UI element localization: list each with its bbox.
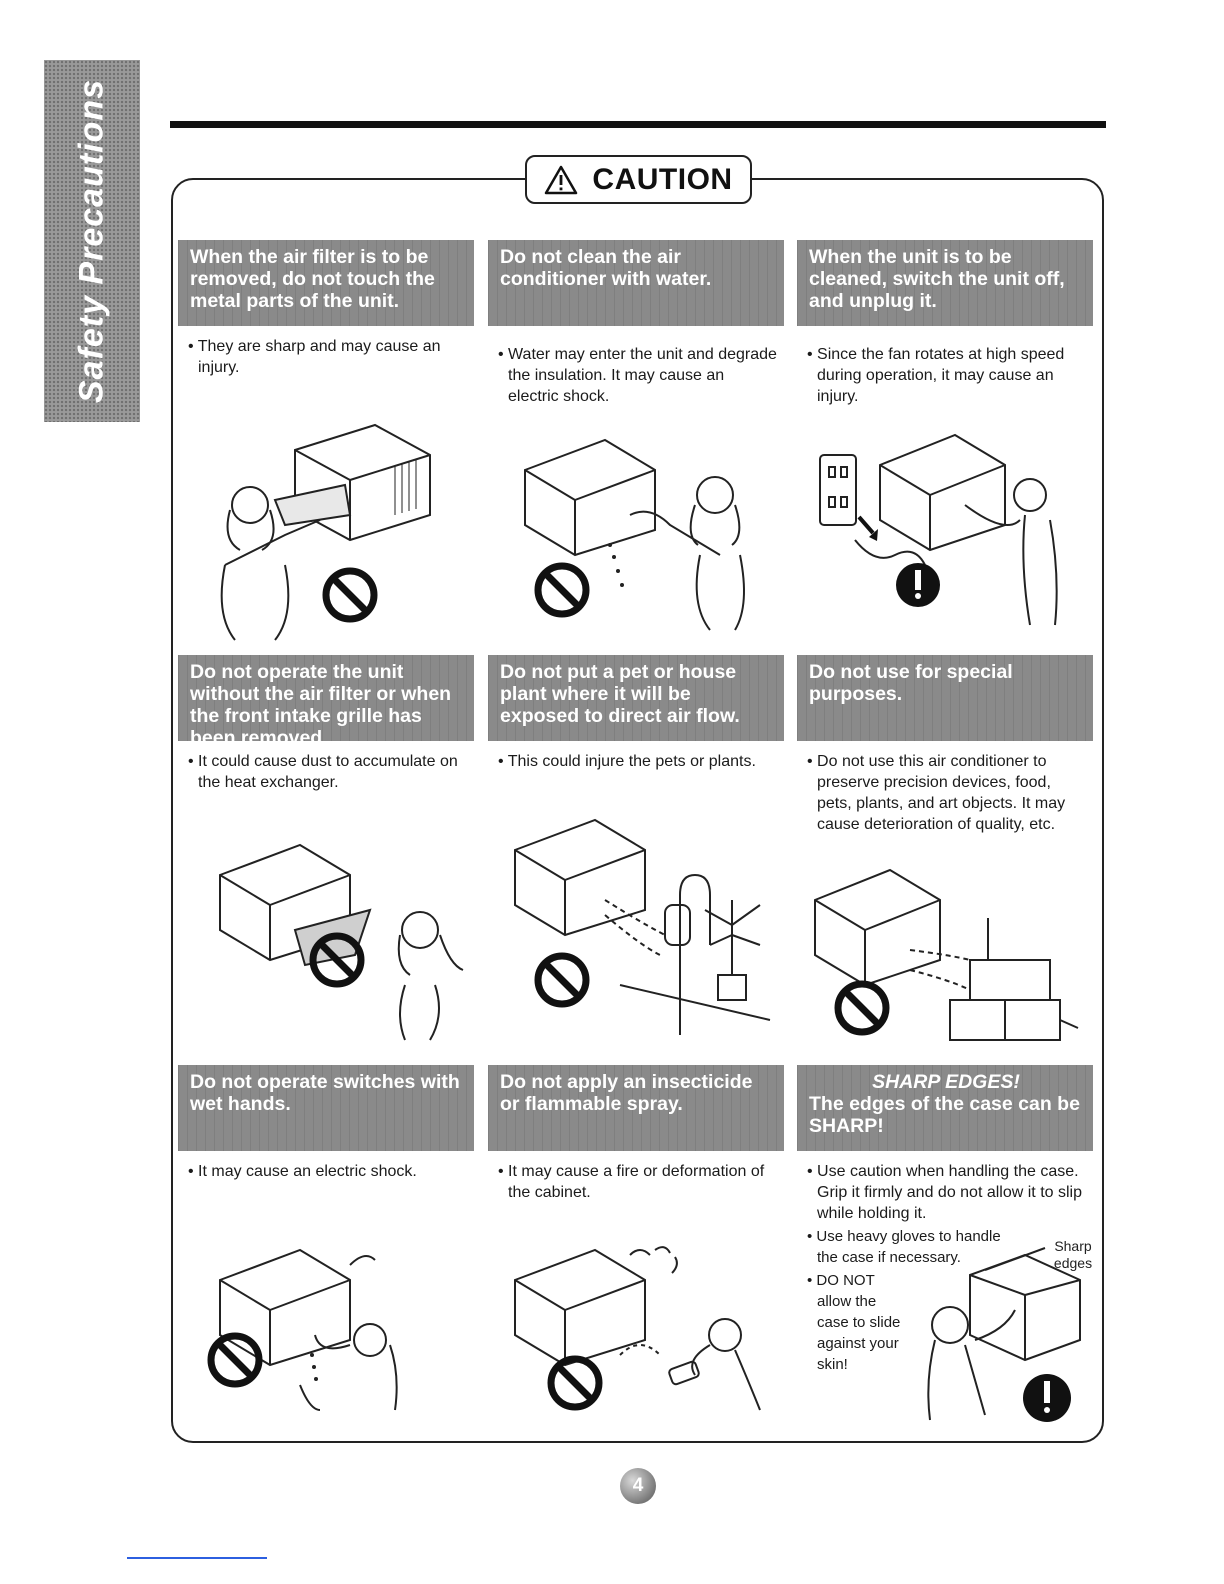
bullet: • It may cause an electric shock. (188, 1163, 417, 1180)
panel-no-filter (178, 655, 474, 795)
bullet: • DO NOT allow the case to slide against your skin! (807, 1272, 901, 1373)
special-purposes-illustration (810, 860, 1090, 1050)
panel-heading (797, 1065, 1093, 1151)
mandatory-icon (896, 563, 940, 607)
bullet: • It could cause dust to accumulate on the heat exchanger. (188, 753, 458, 791)
bullet: • This could injure the pets or plants. (498, 753, 756, 770)
pets-plants-illustration (510, 805, 780, 1045)
bullet: • They are sharp and may cause an injury. (188, 338, 441, 376)
panel-heading: Do not operate switches with wet hands. (178, 1065, 474, 1151)
bullet: • Use caution when handling the case. Grip it firmly and do not allow it to slip while holding it. (807, 1163, 1082, 1222)
bullet: • It may cause a fire or deformation of the cabinet. (498, 1163, 765, 1201)
bullet: • Since the fan rotates at high speed during operation, it may cause an injury. (807, 346, 1065, 405)
prohibited-icon (551, 1359, 599, 1407)
no-water-illustration (510, 425, 770, 645)
page-number: 4 (620, 1468, 656, 1504)
panel-no-water (488, 240, 784, 409)
bullet: • Water may enter the unit and degrade the insulation. It may cause an electric shock. (498, 346, 777, 405)
footer-link-underline[interactable] (127, 1557, 267, 1559)
panel-body (488, 326, 784, 407)
prohibited-icon (538, 956, 586, 1004)
panel-body (178, 1151, 474, 1182)
panel-heading: Do not use for special purposes. (797, 655, 1093, 741)
panel-unplug (797, 240, 1093, 409)
bullet: • Use heavy gloves to handle the case if necessary. (807, 1228, 1001, 1266)
panel-body (488, 741, 784, 772)
panel-heading: Do not apply an insecticide or flammable spray. (488, 1065, 784, 1151)
bullet: • Do not use this air conditioner to preserve precision devices, food, pets, plants, and art objects. It may cause deterioration of quality, etc. (807, 753, 1066, 833)
prohibited-icon (538, 566, 586, 614)
panel-heading: Do not put a pet or house plant where it will be exposed to direct air flow. (488, 655, 784, 741)
caution-header (525, 155, 752, 204)
no-filter-illustration (205, 835, 465, 1045)
panel-filter-removal (178, 240, 474, 380)
insecticide-illustration (510, 1235, 780, 1420)
panel-pets-plants (488, 655, 784, 774)
panel-heading: When the unit is to be cleaned, switch the unit off, and unplug it. (797, 240, 1093, 326)
prohibited-icon (326, 571, 374, 619)
side-tab-label: Safety Precautions (72, 78, 111, 404)
panel-special-purposes (797, 655, 1093, 837)
sharp-edges-subtitle: The edges of the case can be SHARP! (809, 1093, 1080, 1137)
top-rule (170, 121, 1106, 128)
panel-heading: Do not clean the air conditioner with water. (488, 240, 784, 326)
filter-removal-illustration (200, 415, 460, 650)
panel-body (178, 326, 474, 378)
panel-body (797, 741, 1093, 835)
mandatory-icon (1023, 1374, 1071, 1422)
panel-wet-hands (178, 1065, 474, 1184)
panel-body (797, 326, 1093, 407)
sharp-edges-callout: Sharp edges (1053, 1238, 1093, 1271)
panel-body (488, 1151, 784, 1203)
prohibited-icon (838, 984, 886, 1032)
wet-hands-illustration (200, 1235, 460, 1420)
caution-title: CAUTION (592, 162, 733, 196)
unplug-illustration (815, 425, 1075, 635)
sharp-edges-title: SHARP EDGES! (872, 1071, 1020, 1093)
side-tab (44, 60, 140, 422)
panel-insecticide (488, 1065, 784, 1205)
panel-heading: When the air filter is to be removed, do not touch the metal parts of the unit. (178, 240, 474, 326)
panel-heading: Do not operate the unit without the air filter or when the front intake grille has been removed. (178, 655, 474, 741)
warning-triangle-icon (544, 165, 578, 195)
